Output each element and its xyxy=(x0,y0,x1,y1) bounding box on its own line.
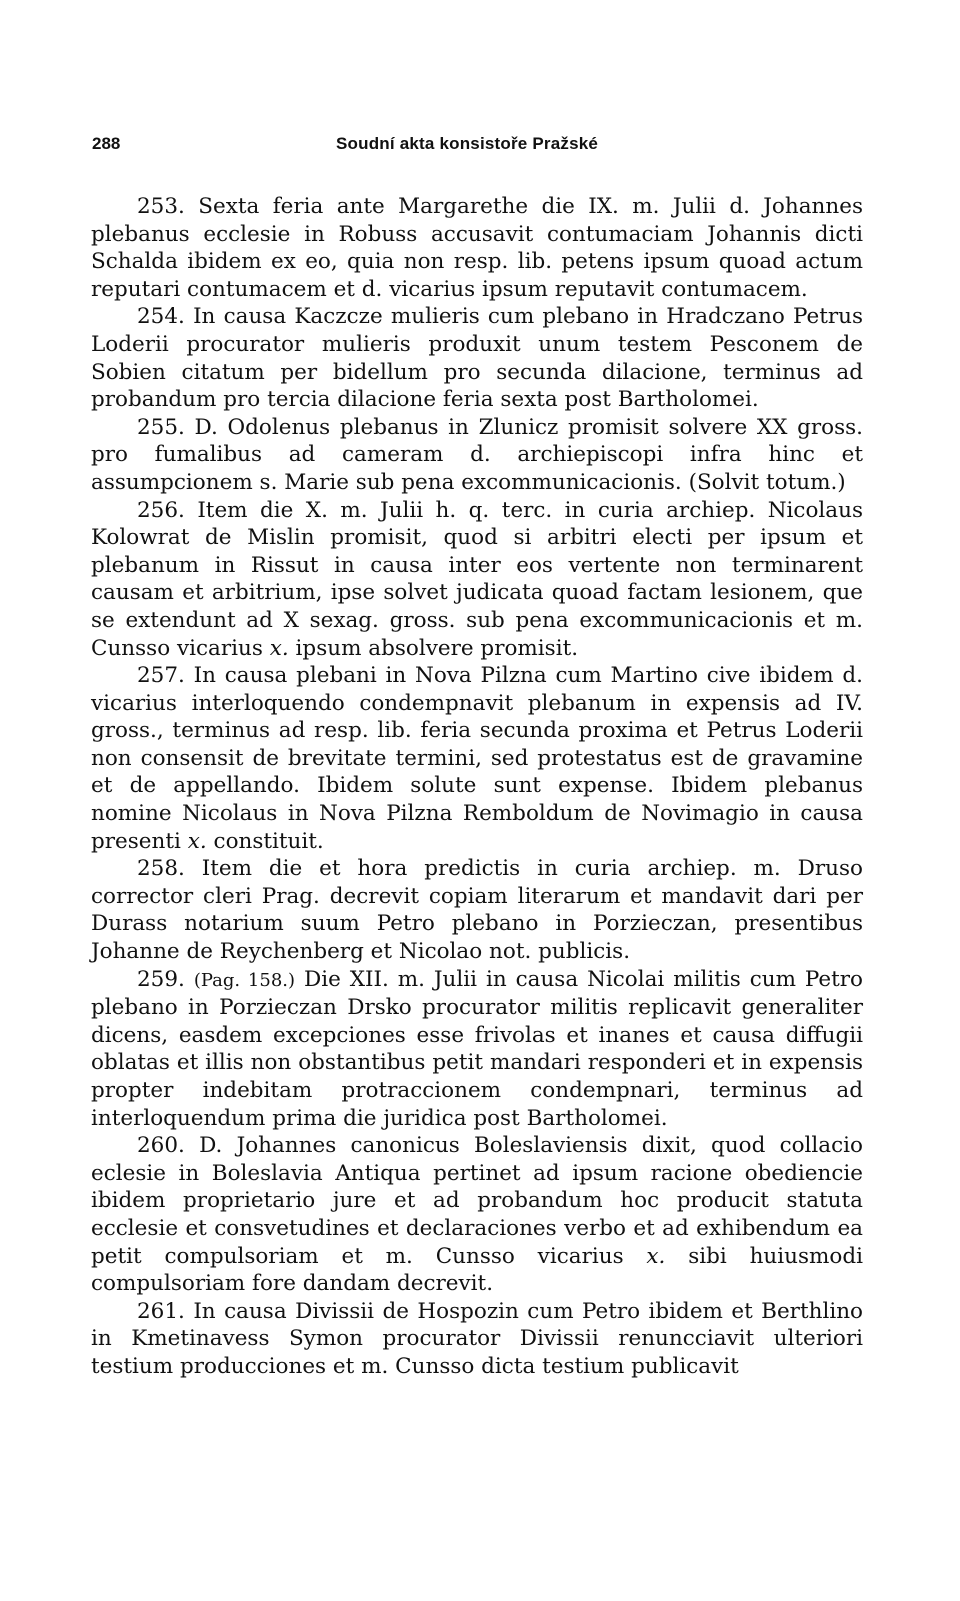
entry-text: Item die et hora predictis in curia archiep. m. Druso corrector cleri Prag. decrevit copiam literarum et mandavit dari per Durass notarium suum Petro plebano in Porzieczan, presentibus Johanne de Reychenberg et Nicolao not. publicis. xyxy=(91,856,863,965)
entry-256 xyxy=(91,497,863,663)
etc-mark: x. xyxy=(646,1243,666,1269)
entry-258 xyxy=(91,855,863,965)
etc-mark: x. xyxy=(269,635,289,661)
entry-text: Item die X. m. Julii h. q. terc. in curia archiep. Nicolaus Kolowrat de Mislin promisit, quod si arbitri electi per ipsum et plebanum in Rissut in causa inter eos vertente non terminarent causam et arbitrium, ipse solvet judicata quoad factam lesionem, que se extendunt ad X sexag. gross. sub pena excommunicacionis et m. Cunsso vicarius xyxy=(91,497,863,661)
entry-255 xyxy=(91,414,863,497)
entry-text: D. Johannes canonicus Boleslaviensis dixit, quod collacio eclesie in Boleslavia Antiqua pertinet ad ipsum racione obediencie ibidem proprietario jure et ad probandum hoc producit statuta ecclesie et consvetudines et declaraciones verbo et ad exhibendum ea petit compulsoriam et m. Cunsso vicarius xyxy=(91,1133,863,1269)
entry-number: 253. xyxy=(137,194,185,219)
page-reference: (Pag. 158.) xyxy=(193,969,296,991)
entry-text-end: constituit. xyxy=(206,828,324,854)
entry-number: 256. xyxy=(137,497,185,523)
entry-number: 257. xyxy=(137,663,185,689)
entry-254 xyxy=(91,303,863,413)
running-title: Soudní akta konsistoře Pražské xyxy=(336,134,599,153)
entry-text: In causa Divissii de Hospozin cum Petro ibidem et Berthlino in Kmetinavess Symon procurator Divissii renuncciavit ulteriori testium producciones et m. Cunsso dicta testium publicavit xyxy=(91,1298,863,1379)
entry-text: D. Odolenus plebanus in Zlunicz promisit solvere XX gross. pro fumalibus ad cameram d. archiepiscopi infra hinc et assumpcionem s. Marie sub pena excommunicacionis. (Solvit totum.) xyxy=(91,414,863,495)
entry-number: 255. xyxy=(137,414,185,440)
entry-text: Sexta feria ante Margarethe die IX. m. Julii d. Johannes plebanus ecclesie in Robuss accusavit contumaciam Johannis dicti Schalda ibidem ex eo, quia non resp. lib. petens ipsum quoad actum reputari contumacem et d. vicarius ipsum reputavit contumacem. xyxy=(91,194,863,302)
entry-259 xyxy=(91,966,863,1133)
entry-text-end: sibi huiusmodi compulsoriam fore dandam decrevit. xyxy=(91,1243,864,1297)
entry-text-end: ipsum absolvere promisit. xyxy=(288,635,579,661)
entry-number: 254. xyxy=(137,304,185,330)
document-body xyxy=(91,193,863,1381)
entry-257 xyxy=(91,662,863,855)
entry-text: Die XII. m. Julii in causa Nicolai militis cum Petro plebano in Porzieczan Drsko procurator militis replicavit generaliter dicens, easdem excepciones esse frivolas et inanes et causa diffugii oblatas et illis non obstantibus petit mandari responderi et in expensis propter indebitam protraccionem condempnari, terminus ad interloquendum prima die juridica post Bartholomei. xyxy=(91,966,864,1131)
entry-number: 258. xyxy=(137,856,185,882)
page-number: 288 xyxy=(92,134,121,153)
entry-260 xyxy=(91,1132,863,1298)
page-header xyxy=(92,134,864,160)
entry-number: 259. xyxy=(137,966,185,992)
etc-mark: x. xyxy=(187,828,207,854)
entry-number: 260. xyxy=(137,1133,185,1159)
entry-253 xyxy=(91,193,863,303)
entry-text: In causa Kaczcze mulieris cum plebano in Hradczano Petrus Loderii procurator mulieris produxit unum testem Pesconem de Sobien citatum per bidellum pro secunda dilacione, terminus ad probandum pro tercia dilacione feria sexta post Bartholomei. xyxy=(91,304,863,413)
entry-number: 261. xyxy=(137,1298,185,1324)
entry-261 xyxy=(91,1298,863,1381)
entry-text: In causa plebani in Nova Pilzna cum Martino cive ibidem d. vicarius interloquendo condempnavit plebanum in expensis ad IV. gross., terminus ad resp. lib. feria secunda proxima et Petrus Loderii non consensit de brevitate termini, sed protestatus est de gravamine et de appellando. Ibidem solute sunt expense. Ibidem plebanus nomine Nicolaus in Nova Pilzna Remboldum de Novimagio in causa presenti xyxy=(91,663,864,854)
